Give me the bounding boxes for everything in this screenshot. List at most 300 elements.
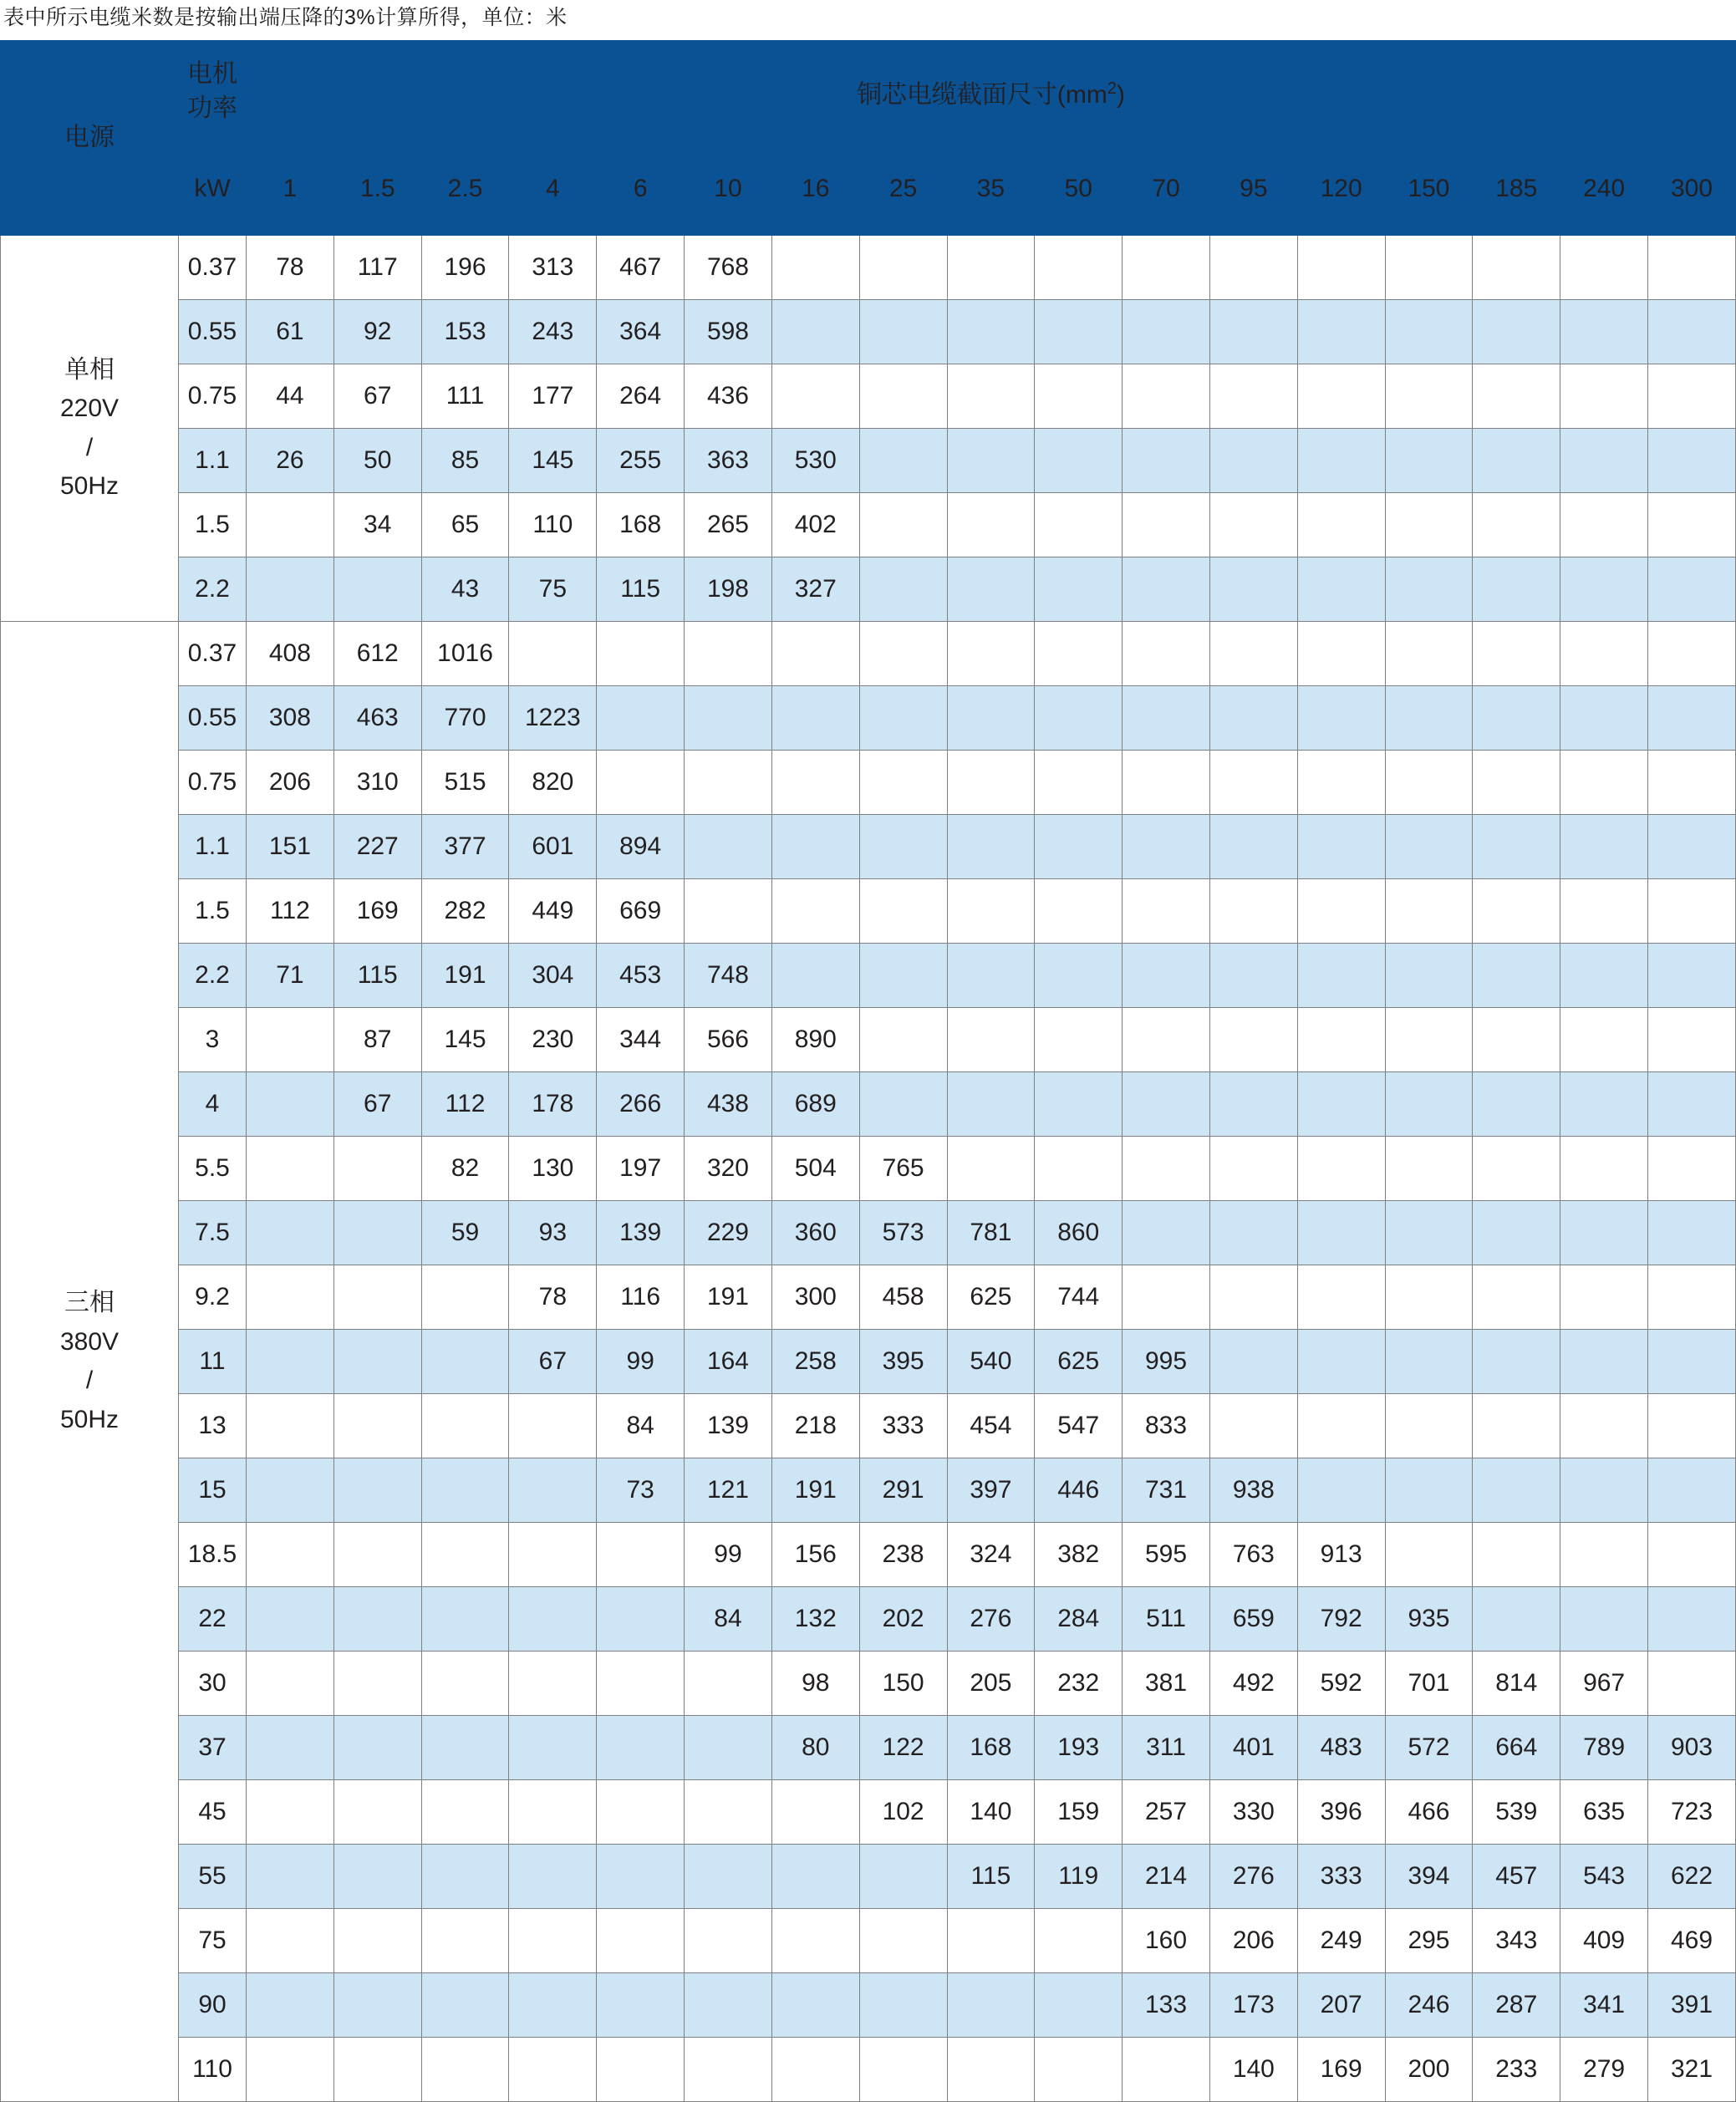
motor-power-cell: 75 (179, 1909, 247, 1973)
cable-length-cell: 635 (1560, 1780, 1648, 1845)
cable-length-cell (859, 879, 947, 944)
cable-length-cell: 913 (1297, 1523, 1385, 1587)
cable-length-cell (1297, 1137, 1385, 1201)
cable-length-cell: 84 (685, 1587, 772, 1652)
cable-length-cell (1560, 622, 1648, 686)
cable-length-cell: 324 (947, 1523, 1035, 1587)
cable-length-cell: 573 (859, 1201, 947, 1265)
cable-length-cell (597, 1973, 685, 2038)
cable-length-cell (685, 751, 772, 815)
cable-length-cell: 330 (1209, 1780, 1297, 1845)
cable-length-cell: 279 (1560, 2038, 1648, 2102)
cable-length-cell: 119 (1035, 1845, 1123, 1909)
cable-length-cell: 1016 (421, 622, 509, 686)
cable-length-cell: 377 (421, 815, 509, 879)
cable-length-cell: 168 (947, 1716, 1035, 1780)
cable-length-cell: 249 (1297, 1909, 1385, 1973)
cable-length-cell (1123, 1137, 1210, 1201)
cable-length-cell (597, 1780, 685, 1845)
table-row (1, 1201, 1736, 1265)
cable-length-cell (947, 944, 1035, 1008)
cable-length-cell (333, 1973, 421, 2038)
motor-power-cell: 18.5 (179, 1523, 247, 1587)
cable-length-cell (1035, 236, 1123, 300)
cable-length-cell (509, 1909, 597, 1973)
cable-length-cell: 78 (509, 1265, 597, 1330)
cable-length-cell (247, 1394, 334, 1458)
cable-length-cell (947, 236, 1035, 300)
cable-length-cell (333, 1330, 421, 1394)
cable-length-cell: 26 (247, 429, 334, 493)
cable-length-cell (421, 1523, 509, 1587)
cable-length-cell: 191 (685, 1265, 772, 1330)
cable-length-cell (947, 622, 1035, 686)
cable-length-cell (947, 364, 1035, 429)
motor-power-cell: 9.2 (179, 1265, 247, 1330)
motor-power-cell: 0.37 (179, 236, 247, 300)
cable-length-cell: 67 (333, 1072, 421, 1137)
table-row (1, 1523, 1736, 1587)
table-row (1, 1265, 1736, 1330)
table-row (1, 557, 1736, 622)
cable-length-cell: 139 (685, 1394, 772, 1458)
cable-length-cell (685, 1909, 772, 1973)
cable-length-cell (1297, 364, 1385, 429)
cable-length-cell (1473, 429, 1560, 493)
cable-length-cell: 198 (685, 557, 772, 622)
cable-length-cell (1297, 557, 1385, 622)
cable-length-cell (1560, 1072, 1648, 1137)
cable-length-cell (1385, 364, 1473, 429)
cable-length-cell: 463 (333, 686, 421, 751)
cable-length-cell (859, 493, 947, 557)
cable-length-cell: 320 (685, 1137, 772, 1201)
motor-power-cell: 13 (179, 1394, 247, 1458)
cable-length-cell: 230 (509, 1008, 597, 1072)
cable-length-cell: 890 (771, 1008, 859, 1072)
cable-length-cell: 153 (421, 300, 509, 364)
cable-length-cell (1297, 879, 1385, 944)
cable-length-cell (509, 2038, 597, 2102)
cable-length-cell (1473, 493, 1560, 557)
cable-length-cell: 168 (597, 493, 685, 557)
cable-length-cell: 364 (597, 300, 685, 364)
cable-length-cell (421, 1458, 509, 1523)
cable-length-cell (685, 1652, 772, 1716)
cable-length-cell (1648, 493, 1736, 557)
cable-length-cell (1648, 622, 1736, 686)
cable-length-cell: 34 (333, 493, 421, 557)
cable-length-cell (597, 1523, 685, 1587)
cable-length-cell (1473, 622, 1560, 686)
cable-length-cell: 264 (597, 364, 685, 429)
header-size-2_5: 2.5 (421, 143, 509, 235)
cable-length-cell (771, 1973, 859, 2038)
cable-length-cell (1473, 1265, 1560, 1330)
table-row (1, 1973, 1736, 2038)
cable-length-cell (947, 815, 1035, 879)
cable-length-cell: 151 (247, 815, 334, 879)
cable-length-cell (1473, 1330, 1560, 1394)
cable-length-cell: 789 (1560, 1716, 1648, 1780)
cable-length-cell: 572 (1385, 1716, 1473, 1780)
cable-length-cell (1035, 2038, 1123, 2102)
cable-length-cell (771, 2038, 859, 2102)
cable-length-cell (859, 1909, 947, 1973)
cable-length-cell: 547 (1035, 1394, 1123, 1458)
cable-length-cell (597, 1652, 685, 1716)
cable-length-cell: 598 (685, 300, 772, 364)
cable-length-cell: 669 (597, 879, 685, 944)
cable-length-cell (1385, 1523, 1473, 1587)
table-row (1, 1008, 1736, 1072)
cable-length-cell: 360 (771, 1201, 859, 1265)
cable-length-cell (1560, 879, 1648, 944)
cable-length-cell (421, 2038, 509, 2102)
cable-length-cell (947, 557, 1035, 622)
motor-power-cell: 90 (179, 1973, 247, 2038)
cable-length-cell (247, 1330, 334, 1394)
cable-length-cell: 504 (771, 1137, 859, 1201)
cable-length-cell (247, 1008, 334, 1072)
cable-length-cell (1473, 1458, 1560, 1523)
cable-length-cell: 206 (1209, 1909, 1297, 1973)
cable-length-cell (333, 2038, 421, 2102)
cable-length-cell (1123, 944, 1210, 1008)
cable-length-cell (1035, 1072, 1123, 1137)
cable-length-cell (1385, 300, 1473, 364)
cable-length-cell: 43 (421, 557, 509, 622)
cable-length-cell: 232 (1035, 1652, 1123, 1716)
cable-length-cell: 276 (947, 1587, 1035, 1652)
cable-length-cell (333, 1716, 421, 1780)
cable-length-cell (1473, 751, 1560, 815)
motor-power-cell: 0.37 (179, 622, 247, 686)
cable-length-cell (509, 1780, 597, 1845)
cable-length-cell (1123, 622, 1210, 686)
cable-length-cell: 308 (247, 686, 334, 751)
cable-length-cell (1123, 300, 1210, 364)
cable-length-cell: 409 (1560, 1909, 1648, 1973)
cable-length-cell (1123, 2038, 1210, 2102)
header-size-240: 240 (1560, 143, 1648, 235)
cable-length-cell (247, 493, 334, 557)
cable-length-cell (333, 1265, 421, 1330)
cable-length-cell (947, 686, 1035, 751)
cable-length-cell (1123, 493, 1210, 557)
cable-length-cell: 701 (1385, 1652, 1473, 1716)
cable-length-cell (1385, 686, 1473, 751)
cable-length-cell (1123, 364, 1210, 429)
cable-length-cell (1560, 751, 1648, 815)
cable-length-cell (421, 1394, 509, 1458)
cable-length-cell: 99 (685, 1523, 772, 1587)
cable-length-cell (1297, 686, 1385, 751)
table-row (1, 1330, 1736, 1394)
cable-length-cell (1560, 815, 1648, 879)
table-body (1, 236, 1736, 2102)
cable-length-cell: 177 (509, 364, 597, 429)
cable-length-cell: 140 (1209, 2038, 1297, 2102)
cable-length-cell (1209, 236, 1297, 300)
cable-length-cell: 276 (1209, 1845, 1297, 1909)
table-row (1, 2038, 1736, 2102)
cable-length-cell (333, 1137, 421, 1201)
cable-length-cell: 935 (1385, 1587, 1473, 1652)
motor-power-cell: 30 (179, 1652, 247, 1716)
cable-length-cell (247, 1072, 334, 1137)
cable-length-cell (1209, 1137, 1297, 1201)
cable-length-cell (1560, 686, 1648, 751)
cable-length-cell (1297, 622, 1385, 686)
cable-length-cell: 65 (421, 493, 509, 557)
cable-length-cell (1648, 1458, 1736, 1523)
cable-length-cell: 458 (859, 1265, 947, 1330)
cable-length-cell: 246 (1385, 1973, 1473, 2038)
cable-length-cell (685, 622, 772, 686)
cable-length-cell (1560, 236, 1648, 300)
cable-length-cell (509, 1845, 597, 1909)
cable-length-cell (1209, 944, 1297, 1008)
cable-length-cell: 200 (1385, 2038, 1473, 2102)
motor-power-cell: 45 (179, 1780, 247, 1845)
cable-length-cell: 284 (1035, 1587, 1123, 1652)
cable-length-cell (1035, 364, 1123, 429)
cable-length-cell: 150 (859, 1652, 947, 1716)
cable-length-cell (1560, 1330, 1648, 1394)
table-row (1, 1587, 1736, 1652)
motor-power-cell: 0.55 (179, 686, 247, 751)
cable-length-cell: 173 (1209, 1973, 1297, 2038)
cable-length-cell (1297, 751, 1385, 815)
cable-length-cell: 98 (771, 1652, 859, 1716)
motor-power-cell: 15 (179, 1458, 247, 1523)
header-size-4: 4 (509, 143, 597, 235)
cable-length-cell (1385, 815, 1473, 879)
cable-length-cell (1560, 493, 1648, 557)
cable-length-cell: 744 (1035, 1265, 1123, 1330)
cable-length-cell (1209, 557, 1297, 622)
cable-length-cell (1385, 622, 1473, 686)
cable-length-cell (1560, 1008, 1648, 1072)
cable-length-cell (421, 1652, 509, 1716)
cable-length-cell (1560, 1523, 1648, 1587)
cable-length-cell: 160 (1123, 1909, 1210, 1973)
cable-length-cell (1035, 300, 1123, 364)
cable-length-cell (1297, 236, 1385, 300)
cable-length-cell: 202 (859, 1587, 947, 1652)
cable-length-cell: 67 (509, 1330, 597, 1394)
header-size-10: 10 (685, 143, 772, 235)
cable-length-cell (859, 751, 947, 815)
cable-length-cell (1385, 1137, 1473, 1201)
motor-power-cell: 55 (179, 1845, 247, 1909)
header-row-sizes (1, 143, 1736, 235)
cable-length-cell (597, 1716, 685, 1780)
cable-length-cell: 61 (247, 300, 334, 364)
cable-length-cell (1035, 815, 1123, 879)
cable-length-cell (859, 944, 947, 1008)
table-row (1, 944, 1736, 1008)
cable-length-cell (421, 1330, 509, 1394)
cable-length-cell (333, 1201, 421, 1265)
cable-length-cell: 333 (1297, 1845, 1385, 1909)
cable-length-cell: 84 (597, 1394, 685, 1458)
cable-length-cell: 622 (1648, 1845, 1736, 1909)
cable-length-cell: 343 (1473, 1909, 1560, 1973)
motor-power-cell: 110 (179, 2038, 247, 2102)
cable-length-cell: 333 (859, 1394, 947, 1458)
cable-length-cell: 67 (333, 364, 421, 429)
cable-length-cell: 820 (509, 751, 597, 815)
cable-length-cell (1123, 236, 1210, 300)
cable-length-cell (1648, 815, 1736, 879)
cable-length-cell: 295 (1385, 1909, 1473, 1973)
cable-length-cell: 860 (1035, 1201, 1123, 1265)
cable-length-cell (771, 1845, 859, 1909)
table-note: 表中所示电缆米数是按输出端压降的3%计算所得，单位：米 (3, 6, 568, 29)
motor-power-cell: 0.55 (179, 300, 247, 364)
cable-length-cell: 265 (685, 493, 772, 557)
cable-length-cell (1035, 1137, 1123, 1201)
cable-length-cell (859, 1008, 947, 1072)
cable-length-cell: 402 (771, 493, 859, 557)
cable-length-cell (509, 1587, 597, 1652)
cable-length-cell: 792 (1297, 1587, 1385, 1652)
cable-length-cell (597, 686, 685, 751)
cable-length-cell (1648, 1394, 1736, 1458)
cable-length-cell (1297, 1072, 1385, 1137)
cable-length-cell: 466 (1385, 1780, 1473, 1845)
cable-length-cell (685, 1716, 772, 1780)
cable-length-cell (421, 1909, 509, 1973)
header-cable-section-tail: ) (1117, 80, 1126, 109)
motor-power-cell: 1.1 (179, 429, 247, 493)
cable-length-cell (771, 1909, 859, 1973)
header-size-1: 1 (247, 143, 334, 235)
cable-length-cell (771, 751, 859, 815)
cable-length-cell (1123, 751, 1210, 815)
cable-length-cell (1209, 815, 1297, 879)
table-row (1, 1845, 1736, 1909)
cable-length-cell (1297, 429, 1385, 493)
motor-power-cell: 37 (179, 1716, 247, 1780)
cable-length-cell: 625 (1035, 1330, 1123, 1394)
cable-length-cell (1035, 493, 1123, 557)
cable-length-cell: 169 (1297, 2038, 1385, 2102)
cable-length-cell: 93 (509, 1201, 597, 1265)
cable-length-cell: 257 (1123, 1780, 1210, 1845)
cable-length-cell (247, 1716, 334, 1780)
header-size-70: 70 (1123, 143, 1210, 235)
cable-length-cell: 903 (1648, 1716, 1736, 1780)
cable-length-cell (947, 1072, 1035, 1137)
cable-length-cell (1560, 364, 1648, 429)
cable-length-cell: 515 (421, 751, 509, 815)
cable-length-cell: 1223 (509, 686, 597, 751)
cable-length-cell (1209, 429, 1297, 493)
cable-length-cell (1560, 429, 1648, 493)
table-row (1, 1137, 1736, 1201)
cable-length-cell: 833 (1123, 1394, 1210, 1458)
cable-length-cell (947, 1008, 1035, 1072)
cable-length-cell (1560, 1137, 1648, 1201)
cable-length-cell (1123, 1008, 1210, 1072)
table-row (1, 815, 1736, 879)
cable-length-cell: 566 (685, 1008, 772, 1072)
cable-length-cell: 117 (333, 236, 421, 300)
header-size-95: 95 (1209, 143, 1297, 235)
cable-length-cell (333, 1523, 421, 1587)
motor-power-cell: 4 (179, 1072, 247, 1137)
cable-length-cell: 111 (421, 364, 509, 429)
cable-length-cell (597, 2038, 685, 2102)
cable-length-cell (509, 622, 597, 686)
cable-length-cell: 344 (597, 1008, 685, 1072)
cable-length-cell (421, 1716, 509, 1780)
cable-length-cell: 469 (1648, 1909, 1736, 1973)
cable-length-cell: 814 (1473, 1652, 1560, 1716)
cable-length-cell: 243 (509, 300, 597, 364)
cable-length-cell (1123, 1201, 1210, 1265)
table-row (1, 364, 1736, 429)
cable-length-cell (421, 1265, 509, 1330)
cable-length-cell (247, 1458, 334, 1523)
cable-length-cell (333, 1394, 421, 1458)
cable-length-cell: 282 (421, 879, 509, 944)
cable-length-cell (1035, 429, 1123, 493)
cable-length-cell: 327 (771, 557, 859, 622)
cable-length-cell (1473, 1394, 1560, 1458)
cable-length-cell (597, 1845, 685, 1909)
cable-length-cell: 102 (859, 1780, 947, 1845)
cable-length-cell (947, 300, 1035, 364)
cable-length-cell: 115 (597, 557, 685, 622)
cable-length-cell: 258 (771, 1330, 859, 1394)
cable-length-cell (247, 1265, 334, 1330)
cable-length-cell: 454 (947, 1394, 1035, 1458)
cable-length-cell: 197 (597, 1137, 685, 1201)
cable-length-cell (1209, 1008, 1297, 1072)
cable-length-cell (1385, 751, 1473, 815)
table-row (1, 622, 1736, 686)
cable-length-cell (1123, 1265, 1210, 1330)
cable-length-cell (247, 1652, 334, 1716)
cable-length-cell (1560, 300, 1648, 364)
cable-length-cell (685, 815, 772, 879)
cable-length-cell (333, 1652, 421, 1716)
cable-length-cell (1648, 300, 1736, 364)
cable-length-cell (1473, 300, 1560, 364)
header-size-185: 185 (1473, 143, 1560, 235)
cable-length-cell (1648, 1201, 1736, 1265)
cable-length-cell: 82 (421, 1137, 509, 1201)
cable-length-cell (1648, 1652, 1736, 1716)
cable-length-cell (1560, 1587, 1648, 1652)
cable-length-cell: 193 (1035, 1716, 1123, 1780)
cable-length-cell: 310 (333, 751, 421, 815)
cable-length-cell (1648, 1265, 1736, 1330)
cable-length-cell (247, 1137, 334, 1201)
cable-length-cell (597, 622, 685, 686)
cable-length-cell (421, 1780, 509, 1845)
cable-length-cell (1648, 751, 1736, 815)
cable-length-cell (1035, 1008, 1123, 1072)
cable-length-cell (1297, 1008, 1385, 1072)
header-size-300: 300 (1648, 143, 1736, 235)
cable-length-cell: 140 (947, 1780, 1035, 1845)
cable-length-cell: 967 (1560, 1652, 1648, 1716)
